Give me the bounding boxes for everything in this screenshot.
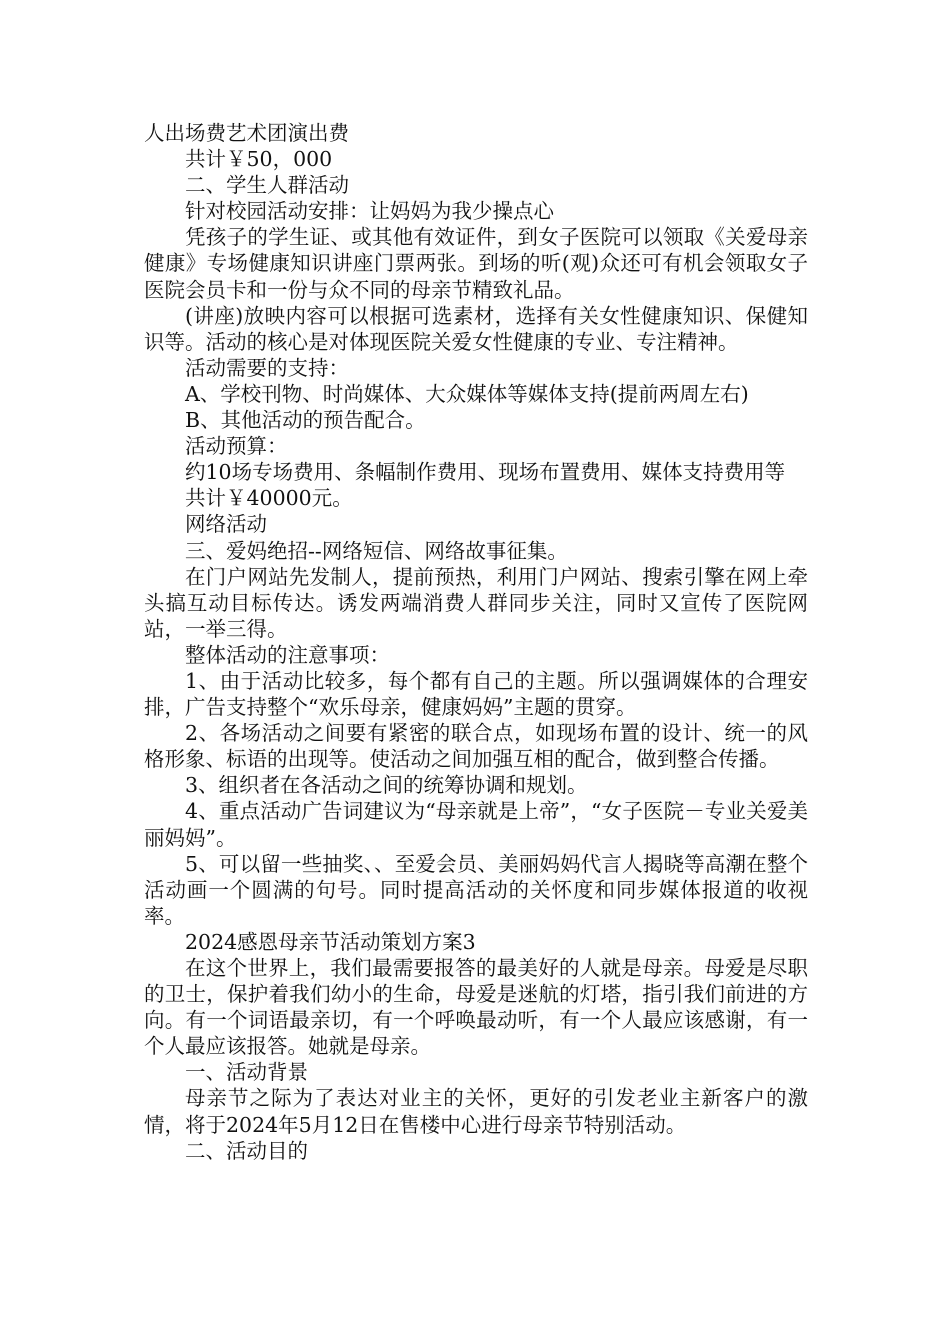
paragraph: 凭孩子的学生证、或其他有效证件，到女子医院可以领取《关爱母亲健康》专场健康知识讲座门票两张。到场的听(观)众还可有机会领取女子医院会员卡和一份与众不同的母亲节精致礼品。 [144,225,808,302]
paragraph: B、其他活动的预告配合。 [185,408,426,433]
document-body [144,120,808,1164]
paragraph: 三、爱妈绝招--网络短信、网络故事征集。 [185,538,568,563]
paragraph: 母亲节之际为了表达对业主的关怀，更好的引发老业主新客户的激情，将于2024年5月12日在售楼中心进行母亲节特别活动。 [144,1086,808,1137]
paragraph: A、学校刊物、时尚媒体、大众媒体等媒体支持(提前两周左右) [185,381,749,406]
paragraph: 针对校园活动安排：让妈妈为我少操点心 [185,199,554,224]
paragraph: 二、学生人群活动 [185,173,349,198]
paragraph: 3、组织者在各活动之间的统筹协调和规划。 [185,773,588,798]
paragraph: 共计￥50，000 [185,147,333,172]
paragraph: 约10场专场费用、条幅制作费用、现场布置费用、媒体支持费用等 [185,460,786,485]
paragraph: 活动需要的支持： [185,355,349,380]
paragraph: 人出场费艺术团演出费 [144,121,349,145]
paragraph: 2024感恩母亲节活动策划方案3 [185,929,476,954]
paragraph: 活动预算： [185,434,288,459]
paragraph: 一、活动背景 [185,1060,308,1085]
paragraph: 在这个世界上，我们最需要报答的最美好的人就是母亲。母爱是尽职的卫士，保护着我们幼小的生命，母爱是迷航的灯塔，指引我们前进的方向。有一个词语最亲切，有一个呼唤最动听，有一个人最应该感谢，有一个人最应该报答。她就是母亲。 [144,956,808,1059]
paragraph: 1、由于活动比较多，每个都有自己的主题。所以强调媒体的合理安排，广告支持整个“欢乐母亲，健康妈妈”主题的贯穿。 [144,668,808,720]
paragraph: 4、重点活动广告词建议为“母亲就是上帝”，“女子医院－专业关爱美丽妈妈”。 [144,799,808,850]
paragraph: 共计￥40000元。 [185,486,353,511]
paragraph: 2、各场活动之间要有紧密的联合点，如现场布置的设计、统一的风格形象、标语的出现等。使活动之间加强互相的配合，做到整合传播。 [144,721,808,772]
paragraph: 网络活动 [185,512,267,537]
paragraph: 二、活动目的 [185,1138,308,1163]
paragraph: 整体活动的注意事项： [185,642,390,667]
paragraph: (讲座)放映内容可以根据可选素材，选择有关女性健康知识、保健知识等。活动的核心是对体现医院关爱女性健康的专业、专注精神。 [144,303,808,354]
paragraph: 在门户网站先发制人，提前预热，利用门户网站、搜索引擎在网上牵头搞互动目标传达。诱发两端消费人群同步关注，同时又宣传了医院网站，一举三得。 [144,564,808,641]
paragraph: 5、可以留一些抽奖、、至爱会员、美丽妈妈代言人揭晓等高潮在整个活动画一个圆满的句号。同时提高活动的关怀度和同步媒体报道的收视率。 [144,851,808,928]
